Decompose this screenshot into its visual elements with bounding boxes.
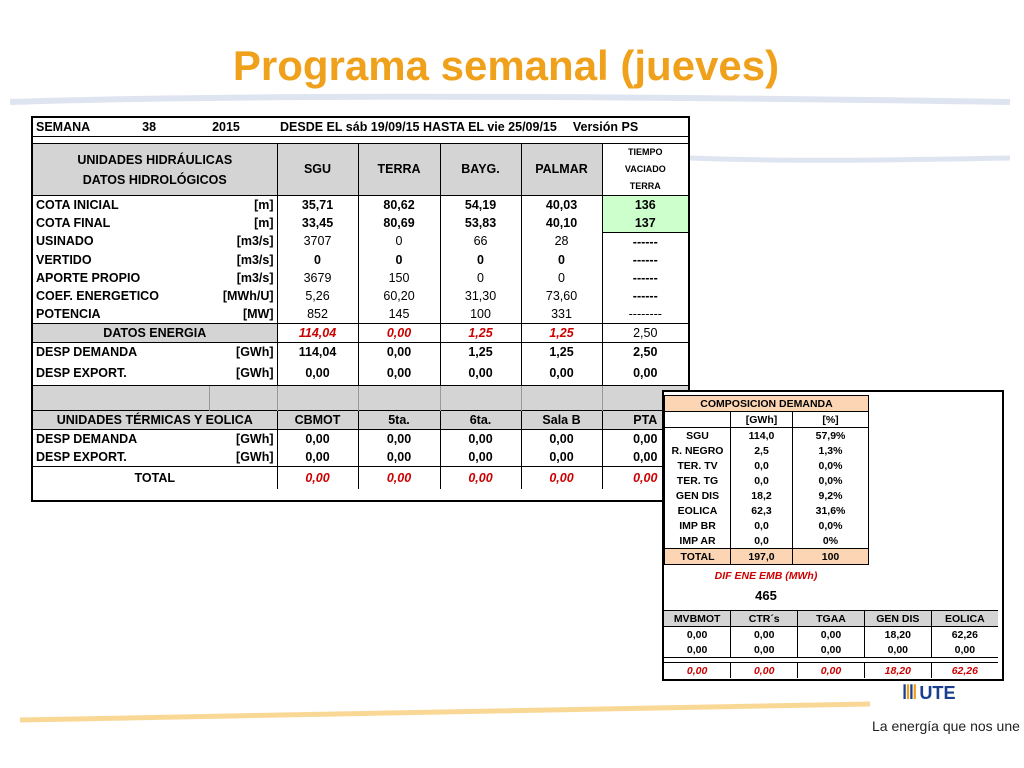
cell: 5,26 [277, 287, 358, 305]
cell: 33,45 [277, 214, 358, 233]
row-unit: [m3/s] [209, 269, 277, 287]
comp-label: SGU [665, 428, 731, 444]
col-ctrs: CTR´s [731, 611, 798, 627]
comp-gwh: 0,0 [731, 533, 793, 549]
cell: 0,00 [633, 470, 658, 485]
version-value: PS [621, 119, 639, 134]
comp-pct: 9,2% [793, 488, 869, 503]
cell: 1,25 [521, 343, 602, 362]
cell: 18,20 [864, 663, 931, 679]
year: 2015 [212, 119, 240, 134]
comp-row [665, 428, 869, 444]
cell: 150 [358, 269, 440, 287]
comp-pct: 0,0% [793, 518, 869, 533]
tiempo-cell: 136 [602, 196, 688, 215]
cell: 3679 [277, 269, 358, 287]
cell: 145 [358, 305, 440, 324]
hasta-label: HASTA EL [422, 119, 484, 134]
dif-ene-emb-label: DIF ENE EMB (MWh) [714, 570, 818, 582]
desde-label: DESDE EL [280, 119, 343, 134]
ute-logo [872, 682, 1012, 716]
cell: 28 [521, 233, 602, 252]
col-terra: TERRA [358, 144, 440, 196]
cell: 1,25 [440, 343, 521, 362]
cell: 40,10 [521, 214, 602, 233]
cell: 0,00 [931, 642, 998, 658]
cell: 0,00 [358, 448, 440, 467]
row-label: DESP EXPORT. [33, 361, 209, 386]
col-6ta: 6ta. [440, 411, 521, 430]
row-label: VERTIDO [36, 252, 92, 267]
cell: 80,62 [358, 196, 440, 215]
comp-label: TER. TV [665, 458, 731, 473]
hydro-subtitle: DATOS HIDROLÓGICOS [82, 172, 227, 187]
comp-total-row [665, 549, 869, 565]
composicion-demanda-box [662, 390, 1004, 681]
cell: 0,00 [864, 642, 931, 658]
row-datos-energia [33, 324, 688, 343]
version-label: Versión [572, 119, 619, 134]
row-thermal-desp-export [33, 448, 688, 467]
dif-ene-emb-value: 465 [755, 588, 777, 603]
row-unit: [m] [209, 196, 277, 215]
col-sala-b: Sala B [521, 411, 602, 430]
comp-total-gwh: 197,0 [731, 549, 793, 565]
col-bayg: BAYG. [440, 144, 521, 196]
row-label: POTENCIA [36, 306, 101, 321]
cell: 1,25 [440, 324, 521, 343]
cell: 100 [440, 305, 521, 324]
col-tgaa: TGAA [798, 611, 865, 627]
cell: 0 [440, 251, 521, 269]
hydro-title: UNIDADES HIDRÁULICAS [77, 152, 233, 167]
cell: 0,00 [798, 627, 865, 643]
cell: 2,50 [633, 344, 658, 359]
comp-label: IMP BR [665, 518, 731, 533]
cell: 0,00 [521, 467, 602, 490]
cell: 18,20 [864, 627, 931, 643]
thermal-header-row [33, 411, 688, 430]
cell: 0,00 [277, 430, 358, 449]
tiempo-cell: ------ [632, 270, 658, 285]
composicion-table [664, 395, 869, 565]
comp-gwh: 0,0 [731, 458, 793, 473]
cell: 3707 [277, 233, 358, 252]
row-vertido [33, 251, 688, 269]
cell: 0,00 [440, 430, 521, 449]
comp-pct: 0,0% [793, 458, 869, 473]
cell: 0,00 [521, 448, 602, 467]
comp-gwh: 114,0 [731, 428, 793, 444]
row-thermal-desp-demanda [33, 430, 688, 449]
cell: 0,00 [277, 448, 358, 467]
cell: 62,26 [931, 663, 998, 679]
comp-label: EOLICA [665, 503, 731, 518]
comp-gwh: 18,2 [731, 488, 793, 503]
comp-gwh: 2,5 [731, 443, 793, 458]
cell: 0,00 [633, 431, 658, 446]
cell: 0,00 [277, 467, 358, 490]
row-label: DESP DEMANDA [36, 431, 138, 446]
ute-logo-text: UTE [919, 683, 956, 703]
row-coef-energetico [33, 287, 688, 305]
page-title: Programa semanal (jueves) [232, 42, 780, 89]
col-eolica: EOLICA [931, 611, 998, 627]
comp-pct: 1,3% [793, 443, 869, 458]
comp-label: IMP AR [665, 533, 731, 549]
cell: 66 [440, 233, 521, 252]
cell: 0 [358, 233, 440, 252]
cell: 0,00 [602, 361, 688, 386]
comp-gwh: 0,0 [731, 518, 793, 533]
comp-total-label: TOTAL [665, 549, 731, 565]
tiempo-cell: 137 [602, 214, 688, 233]
cell: 0,00 [798, 642, 865, 658]
cell: 0,00 [664, 642, 731, 658]
cell: 0,00 [731, 642, 798, 658]
cell: 0 [440, 269, 521, 287]
cell: 0,00 [440, 361, 521, 386]
cell: 1,25 [521, 324, 602, 343]
col-gen-dis: GEN DIS [864, 611, 931, 627]
tiempo-cell: -------- [628, 306, 662, 321]
hasta-date: vie 25/09/15 [487, 119, 557, 134]
comp-row [665, 458, 869, 473]
total-label: TOTAL [33, 467, 277, 490]
cell: 0,00 [358, 343, 440, 362]
spacer-row [33, 386, 688, 411]
comp-pct: 31,6% [793, 503, 869, 518]
col-palmar: PALMAR [521, 144, 602, 196]
comp-total-pct: 100 [793, 549, 869, 565]
row-unit: [m3/s] [209, 233, 277, 252]
comp-label: GEN DIS [665, 488, 731, 503]
tiempo-cell: ------ [632, 252, 658, 267]
tiempo-label-1: TIEMPO [628, 147, 663, 157]
tiempo-cell: ------ [632, 234, 658, 249]
row-unit: [GWh] [209, 343, 277, 362]
cell: 0,00 [731, 663, 798, 679]
decorative-brush-bottom [0, 700, 1024, 740]
cell: 40,03 [521, 196, 602, 215]
cell: 114,04 [277, 324, 358, 343]
desde-date: sáb 19/09/15 [345, 119, 420, 134]
summary-total-row [664, 663, 998, 679]
cell: 31,30 [440, 287, 521, 305]
semana-label: SEMANA [36, 119, 91, 134]
summary-header-row [664, 611, 998, 627]
cell: 54,19 [440, 196, 521, 215]
row-unit: [GWh] [209, 430, 277, 449]
header-row [33, 118, 688, 137]
tiempo-cell: ------ [632, 288, 658, 303]
tiempo-label-2: VACIADO [624, 164, 666, 174]
tiempo-label-3: TERRA [629, 181, 661, 191]
cell: 0,00 [440, 467, 521, 490]
col-mvbmot: MVBMOT [664, 611, 731, 627]
comp-label: TER. TG [665, 473, 731, 488]
cell: 73,60 [521, 287, 602, 305]
cell: 0,00 [798, 663, 865, 679]
cell: 53,83 [440, 214, 521, 233]
weekly-program-table [31, 116, 690, 502]
row-unit: [GWh] [209, 361, 277, 386]
col-pta: PTA [602, 411, 688, 430]
cell: 0,00 [277, 361, 358, 386]
row-cota-inicial [33, 196, 688, 215]
row-desp-export [33, 361, 688, 386]
comp-row [665, 473, 869, 488]
row-cota-final [33, 214, 688, 233]
row-unit: [MWh/U] [209, 287, 277, 305]
col-5ta: 5ta. [358, 411, 440, 430]
row-label: COTA FINAL [36, 215, 111, 230]
cell: 60,20 [358, 287, 440, 305]
row-desp-demanda [33, 343, 688, 362]
cell: 0,00 [521, 361, 602, 386]
cell: 80,69 [358, 214, 440, 233]
comp-gwh: 62,3 [731, 503, 793, 518]
col-cbmot: CBMOT [277, 411, 358, 430]
composicion-title: COMPOSICION DEMANDA [665, 396, 869, 412]
col-gwh: [GWh] [731, 412, 793, 428]
cell: 114,04 [277, 343, 358, 362]
cell: 0,00 [521, 430, 602, 449]
row-total [33, 467, 688, 490]
cell: 0,00 [358, 361, 440, 386]
row-label: APORTE PROPIO [36, 270, 141, 285]
row-label: DESP EXPORT. [33, 448, 209, 467]
summary-row [664, 627, 998, 643]
comp-pct: 57,9% [793, 428, 869, 444]
comp-row [665, 488, 869, 503]
cell: 852 [277, 305, 358, 324]
cell: 2,50 [602, 324, 688, 343]
hydro-header-row [33, 144, 688, 196]
cell: 0,00 [440, 448, 521, 467]
comp-row [665, 443, 869, 458]
row-usinado [33, 233, 688, 252]
decorative-brush-top [0, 88, 1024, 118]
cell: 35,71 [277, 196, 358, 215]
row-unit: [m3/s] [209, 251, 277, 269]
summary-row [664, 642, 998, 658]
col-pct: [%] [793, 412, 869, 428]
comp-pct: 0,0% [793, 473, 869, 488]
cell: 0 [358, 251, 440, 269]
row-label: COEF. ENERGETICO [36, 288, 159, 303]
thermal-title: UNIDADES TÉRMICAS Y EOLICA [33, 411, 277, 430]
ute-logo-emblem [903, 684, 915, 699]
col-sgu: SGU [277, 144, 358, 196]
comp-row [665, 533, 869, 549]
comp-pct: 0% [793, 533, 869, 549]
cell: 0,00 [664, 663, 731, 679]
row-potencia [33, 305, 688, 324]
cell: 0,00 [602, 448, 688, 467]
cell: 0,00 [358, 467, 440, 490]
row-label: COTA INICIAL [36, 197, 119, 212]
row-unit: [m] [209, 214, 277, 233]
cell: 0 [521, 269, 602, 287]
row-unit: [MW] [209, 305, 277, 324]
logo-tagline: La energía que nos une [872, 718, 1020, 734]
row-unit: [GWh] [209, 448, 277, 467]
cell: 331 [521, 305, 602, 324]
row-label: USINADO [36, 234, 94, 249]
comp-row [665, 518, 869, 533]
semana-number: 38 [142, 119, 157, 134]
thermal-summary-table [664, 610, 998, 678]
cell: 0,00 [358, 324, 440, 343]
comp-gwh: 0,0 [731, 473, 793, 488]
cell: 0,00 [664, 627, 731, 643]
cell: 0,00 [731, 627, 798, 643]
cell: 0 [521, 251, 602, 269]
comp-label: R. NEGRO [665, 443, 731, 458]
row-label: DESP DEMANDA [36, 344, 138, 359]
cell: 0 [277, 251, 358, 269]
row-aporte-propio [33, 269, 688, 287]
comp-row [665, 503, 869, 518]
cell: 62,26 [951, 628, 978, 641]
datos-energia-label: DATOS ENERGIA [33, 324, 277, 343]
cell: 0,00 [358, 430, 440, 449]
